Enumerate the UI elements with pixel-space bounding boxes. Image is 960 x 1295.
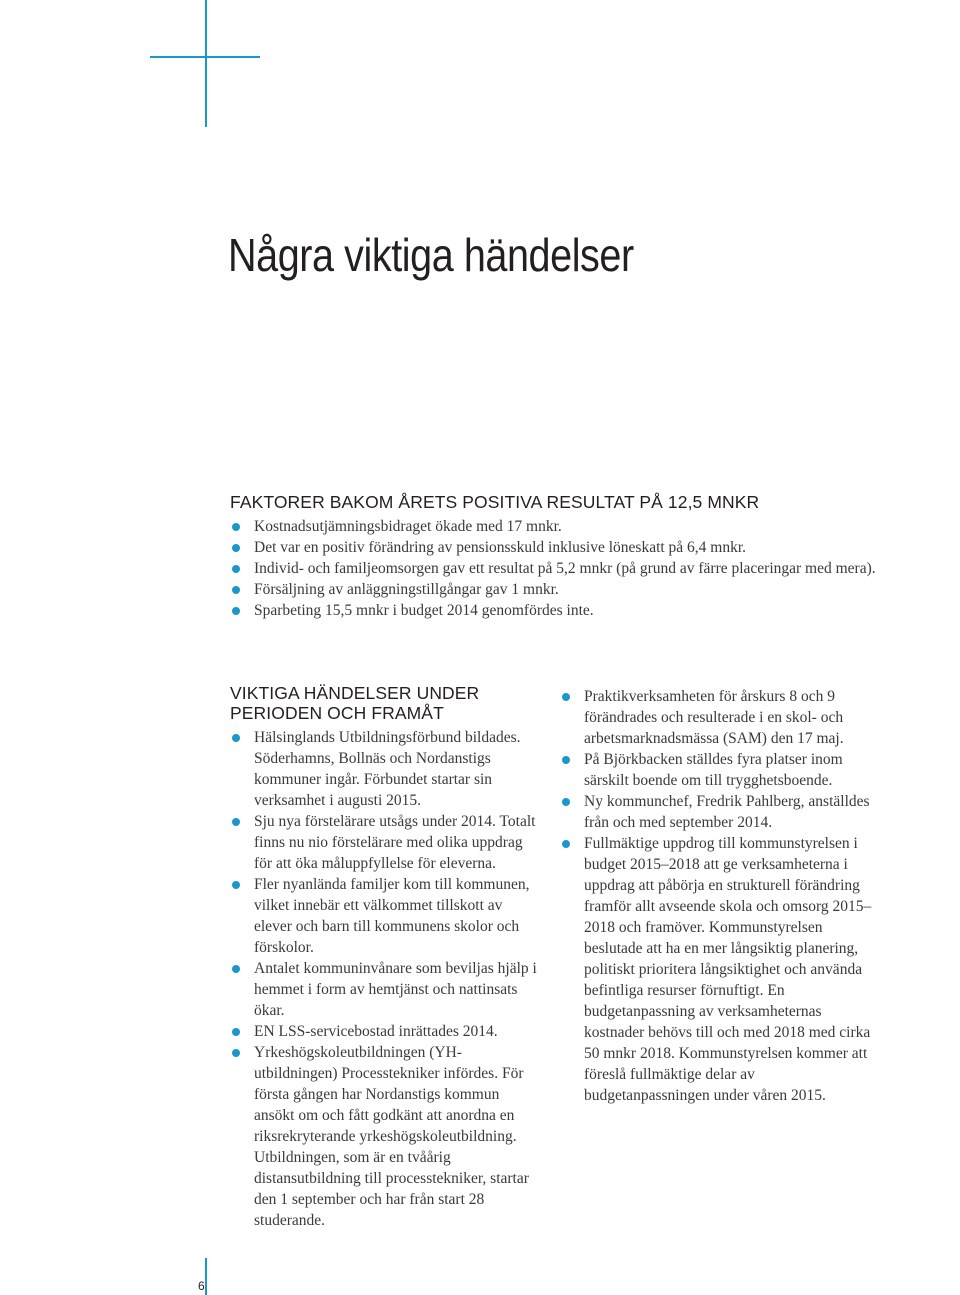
list-item: EN LSS-servicebostad inrättades 2014. [230,1021,542,1042]
factors-list [230,516,910,621]
bullet-icon [232,1049,240,1057]
list-item: Praktikverksamheten för årskurs 8 och 9 förändrades och resulterade i en skol- och arbetsmarknadsmässa (SAM) den 17 maj. [560,686,876,749]
events-heading: VIKTIGA HÄNDELSER UNDER PERIODEN OCH FRAMÅT [230,683,480,723]
bullet-icon [232,734,240,742]
events-left-column [230,683,542,1231]
events-list-left [230,727,542,1231]
list-item: Individ- och familjeomsorgen gav ett resultat på 5,2 mnkr (på grund av färre placeringar med mera). [230,558,910,579]
list-item: Yrkeshögskoleutbildningen (YH-utbildningen) Processtekniker infördes. För första gången har Nordanstigs kommun ansökt om och fått godkänt att anordna en riksrekryterande yrkeshögskoleutbildning. Utbildningen, som är en tvåårig distansutbildning till processtekniker, startar den 1 september och har från start 28 studerande. [230,1042,542,1231]
bullet-icon [232,1028,240,1036]
bullet-icon [562,798,570,806]
list-item: Sparbeting 15,5 mnkr i budget 2014 genomfördes inte. [230,600,910,621]
events-list-right [560,686,876,1106]
bullet-icon [232,544,240,552]
list-item: På Björkbacken ställdes fyra platser inom särskilt boende om till trygghetsboende. [560,749,876,791]
bullet-icon [232,523,240,531]
bullet-icon [232,965,240,973]
list-item: Sju nya förstelärare utsågs under 2014. Totalt finns nu nio förstelärare med olika uppdrag för att öka måluppfyllelse för eleverna. [230,811,542,874]
list-item: Hälsinglands Utbildningsförbund bildades. Söderhamns, Bollnäs och Nordanstigs kommuner ingår. Förbundet startar sin verksamhet i augusti 2015. [230,727,542,811]
list-item: Kostnadsutjämningsbidraget ökade med 17 mnkr. [230,516,910,537]
bullet-icon [232,565,240,573]
bullet-icon [232,586,240,594]
bullet-icon [232,607,240,615]
list-item: Det var en positiv förändring av pensionsskuld inklusive löneskatt på 6,4 mnkr. [230,537,910,558]
bullet-icon [232,818,240,826]
bullet-icon [232,881,240,889]
list-item: Fler nyanlända familjer kom till kommunen, vilket innebär ett välkommet tillskott av elever och barn till kommunens skolor och förskolor. [230,874,542,958]
page-number: 6 [198,1279,205,1293]
list-item: Fullmäktige uppdrog till kommunstyrelsen i budget 2015–2018 att ge verksamheterna i uppdrag att påbörja en strukturell förändring framför allt avseende skola och omsorg 2015–2018 och framöver. Kommunstyrelsen beslutade att ha en mer långsiktig planering, politiskt prioritera långsiktighet och använda befintliga resurser förnuftigt. En budgetanpassning av verksamheternas kostnader behövs till och med 2018 med cirka 50 mnkr 2018. Kommunstyrelsen kommer att föreslå fullmäktige delar av budgetanpassningen under våren 2015. [560,833,876,1106]
page-title: Några viktiga händelser [228,229,634,281]
list-item: Antalet kommuninvånare som beviljas hjälp i hemmet i form av hemtjänst och nattinsats ökar. [230,958,542,1021]
bottom-guide-line-vertical [205,1258,207,1295]
top-guide-line-horizontal [150,56,260,58]
top-guide-line-vertical [205,0,207,127]
factors-section [230,492,910,621]
bullet-icon [562,693,570,701]
events-right-column [560,686,876,1106]
list-item: Ny kommunchef, Fredrik Pahlberg, anställdes från och med september 2014. [560,791,876,833]
bullet-icon [562,840,570,848]
bullet-icon [562,756,570,764]
list-item: Försäljning av anläggningstillgångar gav 1 mnkr. [230,579,910,600]
factors-heading: FAKTORER BAKOM ÅRETS POSITIVA RESULTAT PÅ 12,5 MNKR [230,492,760,512]
